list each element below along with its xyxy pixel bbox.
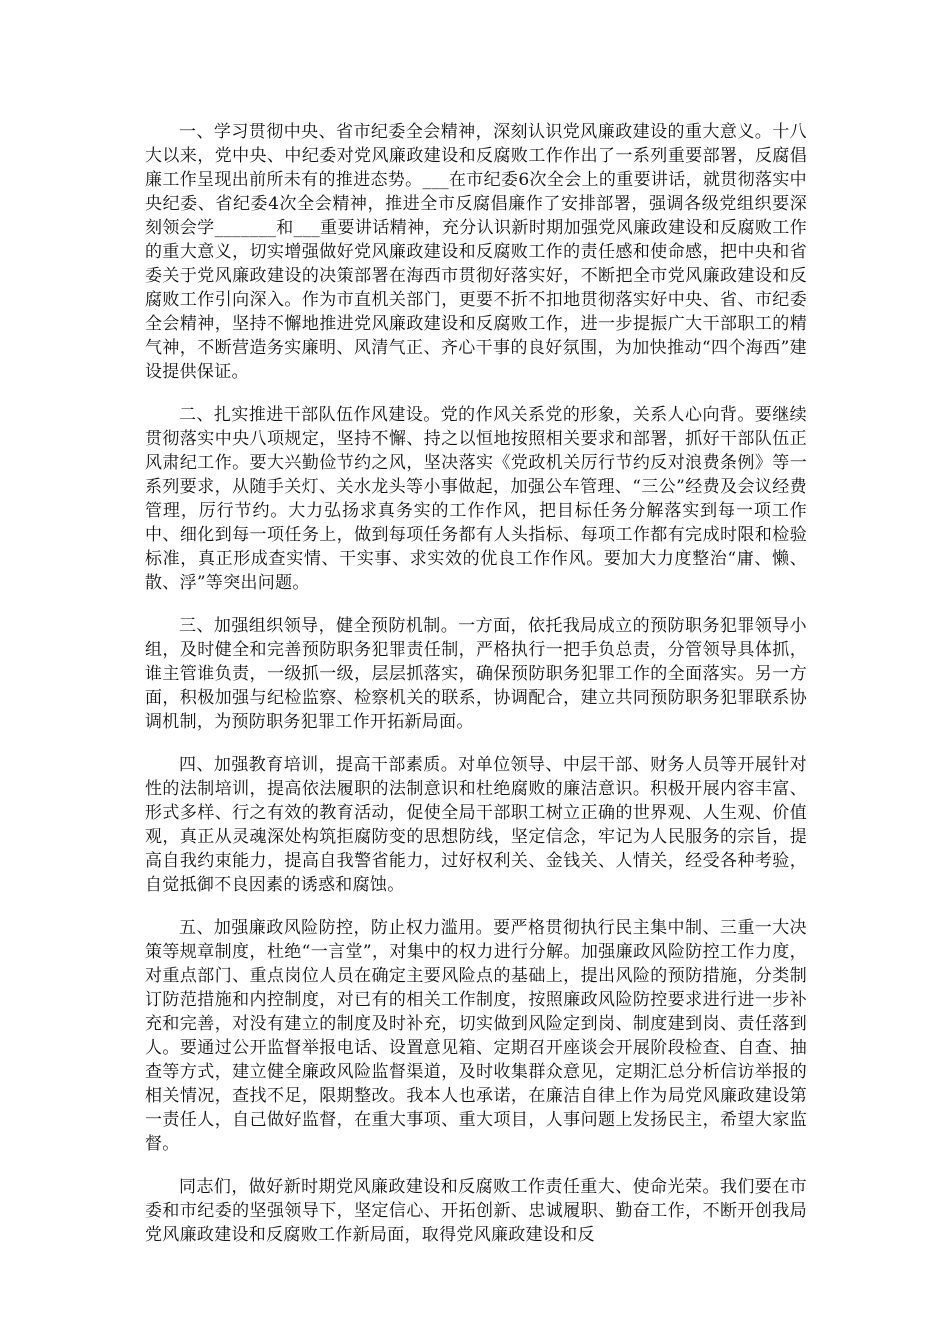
paragraph-2-work-style: 二、扎实推进干部队伍作风建设。党的作风关系党的形象，关系人心向背。要继续贯彻落实中央八项规定，坚持不懈、持之以恒地按照相关要求和部署，抓好干部队伍正风肃纪工作。要大兴勤俭节约之风，坚决落实《党政机关厉行节约反对浪费条例》等一系列要求，从随手关灯、关水龙头等小事做起，加强公车管理、“三公”经费及会议经费管理，厉行节约。大力弘扬求真务实的工作作风，把目标任务分解落实到每一项工作中、细化到每一项任务上，做到每项任务都有人头指标、每项工作都有完成时限和检验标准，真正形成查实情、干实事、求实效的优良工作作风。要加大力度整治“庸、懒、散、浮”等突出问题。 bbox=[145, 405, 807, 593]
paragraph-6-closing: 同志们，做好新时期党风廉政建设和反腐败工作责任重大、使命光荣。我们要在市委和市纪委的坚强领导下，坚定信心、开拓创新、忠诚履职、勤奋工作，不断开创我局党风廉政建设和反腐败工作新局面，取得党风廉政建设和反 bbox=[145, 1177, 807, 1245]
paragraph-1-study-spirit: 一、学习贯彻中央、省市纪委全会精神，深刻认识党风廉政建设的重大意义。十八大以来，党中央、中纪委对党风廉政建设和反腐败工作作出了一系列重要部署，反腐倡廉工作呈现出前所未有的推进态势。___在市纪委6次全会上的重要讲话，就贯彻落实中央纪委、省纪委4次全会精神，推进全市反腐倡廉作了安排部署，强调各级党组织要深刻领会学_______和___重要讲话精神，充分认识新时期加强党风廉政建设和反腐败工作的重大意义，切实增强做好党风廉政建设和反腐败工作的责任感和使命感，把中央和省委关于党风廉政建设的决策部署在海西市贯彻好落实好，不断把全市党风廉政建设和反腐败工作引向深入。作为市直机关部门，更要不折不扣地贯彻落实好中央、省、市纪委全会精神，坚持不懈地推进党风廉政建设和反腐败工作，进一步提振广大干部职工的精气神，不断营造务实廉明、风清气正、齐心干事的良好氛围，为加快推动“四个海西”建设提供保证。 bbox=[145, 122, 807, 382]
paragraph-4-training: 四、加强教育培训，提高干部素质。对单位领导、中层干部、财务人员等开展针对性的法制培训，提高依法履职的法制意识和杜绝腐败的廉洁意识。积极开展内容丰富、形式多样、行之有效的教育活动，促使全局干部职工树立正确的世界观、人生观、价值观，真正从灵魂深处构筑拒腐防变的思想防线，坚定信念，牢记为人民服务的宗旨，提高自我约束能力，提高自我警省能力，过好权利关、金钱关、人情关，经受各种考验，自觉抵御不良因素的诱惑和腐蚀。 bbox=[145, 755, 807, 895]
document-body bbox=[145, 120, 807, 1266]
paragraph-5-risk-control: 五、加强廉政风险防控，防止权力滥用。要严格贯彻执行民主集中制、三重一大决策等规章制度，杜绝“一言堂”，对集中的权力进行分解。加强廉政风险防控工作力度，对重点部门、重点岗位人员在确定主要风险点的基础上，提出风险的预防措施，分类制订防范措施和内控制度，对已有的相关工作制度，按照廉政风险防控要求进行进一步补充和完善，对没有建立的制度及时补充，切实做到风险定到岗、制度建到岗、责任落到人。要通过公开监督举报电话、设置意见箱、定期召开座谈会开展阶段检查、自查、抽查等方式，建立健全廉政风险监督渠道，及时收集群众意见，定期汇总分析信访举报的相关情况，查找不足，限期整改。我本人也承诺，在廉洁自律上作为局党风廉政建设第一责任人，自己做好监督，在重大事项、重大项目，人事问题上发扬民主，希望大家监督。 bbox=[145, 918, 807, 1154]
paragraph-3-organization: 三、加强组织领导，健全预防机制。一方面，依托我局成立的预防职务犯罪领导小组，及时健全和完善预防职务犯罪责任制，严格执行一把手负总责，分管领导具体抓，谁主管谁负责，一级抓一级，层层抓落实，确保预防职务犯罪工作的全面落实。另一方面，积极加强与纪检监察、检察机关的联系，协调配合，建立共同预防职务犯罪联系协调机制，为预防职务犯罪工作开拓新局面。 bbox=[145, 616, 807, 732]
